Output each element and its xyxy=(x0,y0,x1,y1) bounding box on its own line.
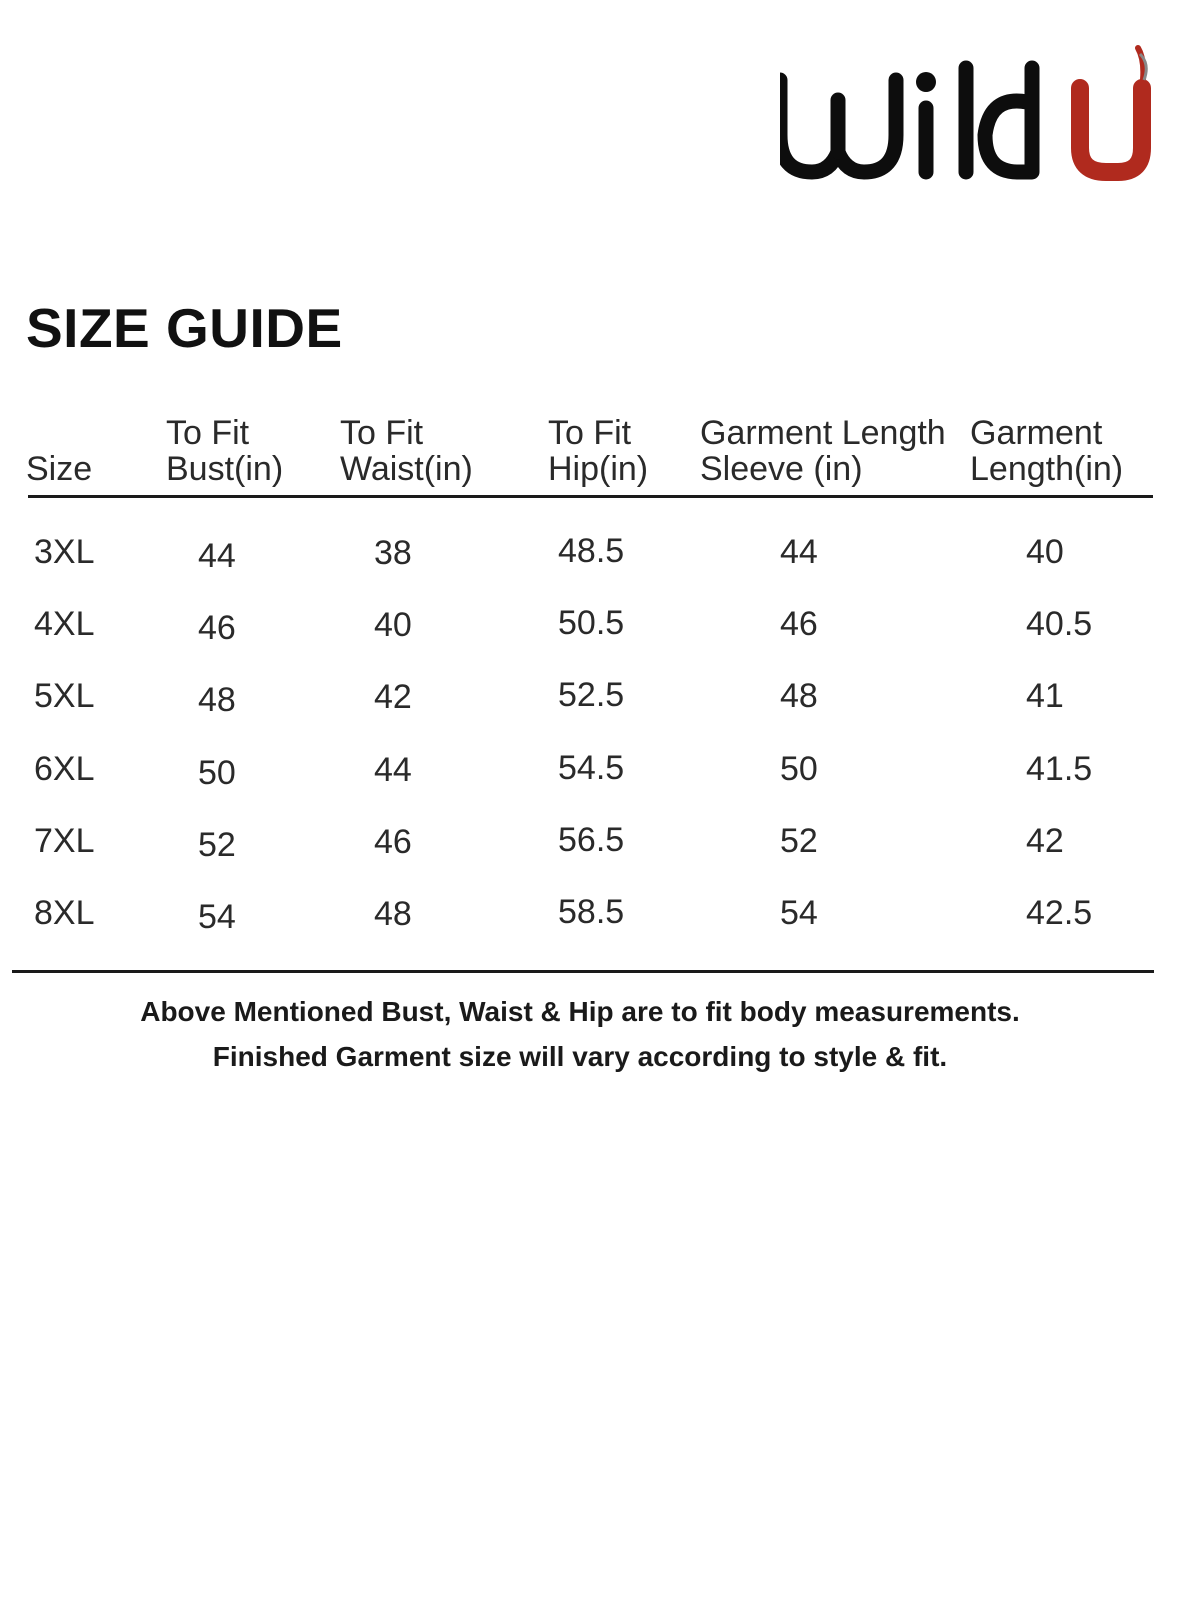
table-bottom-divider xyxy=(12,970,1154,973)
cell-bust: 48 xyxy=(198,681,236,719)
cell-waist: 40 xyxy=(374,606,412,644)
cell-size: 7XL xyxy=(34,822,95,860)
cell-hip: 48.5 xyxy=(558,532,625,570)
header-line1: To Fit xyxy=(166,414,250,452)
header-line2: Length(in) xyxy=(970,450,1124,488)
cell-bust: 54 xyxy=(198,898,236,936)
cell-garment-length: 40.5 xyxy=(1026,605,1093,643)
header-sleeve xyxy=(700,415,946,487)
cell-size: 5XL xyxy=(34,677,95,715)
cell-garment-length: 42 xyxy=(1026,822,1064,860)
cell-garment-length: 41.5 xyxy=(1026,750,1093,788)
header-line1: To Fit xyxy=(340,414,424,452)
cell-size: 3XL xyxy=(34,533,95,571)
cell-hip: 56.5 xyxy=(558,821,625,859)
header-line2: Sleeve (in) xyxy=(700,450,863,488)
cell-hip: 54.5 xyxy=(558,749,625,787)
cell-bust: 50 xyxy=(198,754,236,792)
cell-size: 6XL xyxy=(34,750,95,788)
cell-sleeve: 44 xyxy=(780,533,818,571)
cell-waist: 42 xyxy=(374,678,412,716)
cell-waist: 38 xyxy=(374,534,412,572)
cell-waist: 44 xyxy=(374,751,412,789)
cell-size: 8XL xyxy=(34,894,95,932)
cell-sleeve: 50 xyxy=(780,750,818,788)
header-line2: Waist(in) xyxy=(340,450,473,488)
cell-waist: 48 xyxy=(374,895,412,933)
cell-size: 4XL xyxy=(34,605,95,643)
cell-sleeve: 48 xyxy=(780,677,818,715)
cell-garment-length: 41 xyxy=(1026,677,1064,715)
cell-garment-length: 40 xyxy=(1026,533,1064,571)
header-garment-length xyxy=(970,415,1123,487)
cell-garment-length: 42.5 xyxy=(1026,894,1093,932)
cell-hip: 50.5 xyxy=(558,604,625,642)
cell-waist: 46 xyxy=(374,823,412,861)
header-line2: Hip(in) xyxy=(548,450,649,488)
header-line1 xyxy=(26,415,92,451)
header-line1: Garment Length xyxy=(700,414,946,452)
cell-bust: 52 xyxy=(198,826,236,864)
header-divider xyxy=(28,495,1153,498)
header-waist xyxy=(340,415,473,487)
cell-hip: 52.5 xyxy=(558,676,625,714)
note-line-1: Above Mentioned Bust, Waist & Hip are to fit body measurements. xyxy=(140,996,1020,1027)
header-size xyxy=(26,415,92,487)
header-hip xyxy=(548,415,648,487)
header-bust xyxy=(166,415,283,487)
note-line-2: Finished Garment size will vary according to style & fit. xyxy=(212,1041,948,1072)
cell-sleeve: 46 xyxy=(780,605,818,643)
page-title: SIZE GUIDE xyxy=(26,297,343,359)
cell-sleeve: 52 xyxy=(780,822,818,860)
header-line1: To Fit xyxy=(548,414,632,452)
cell-hip: 58.5 xyxy=(558,893,625,931)
cell-bust: 46 xyxy=(198,609,236,647)
header-line2: Size xyxy=(26,450,93,488)
header-line1: Garment xyxy=(970,414,1103,452)
cell-bust: 44 xyxy=(198,537,236,575)
header-line2: Bust(in) xyxy=(166,450,284,488)
cell-sleeve: 54 xyxy=(780,894,818,932)
